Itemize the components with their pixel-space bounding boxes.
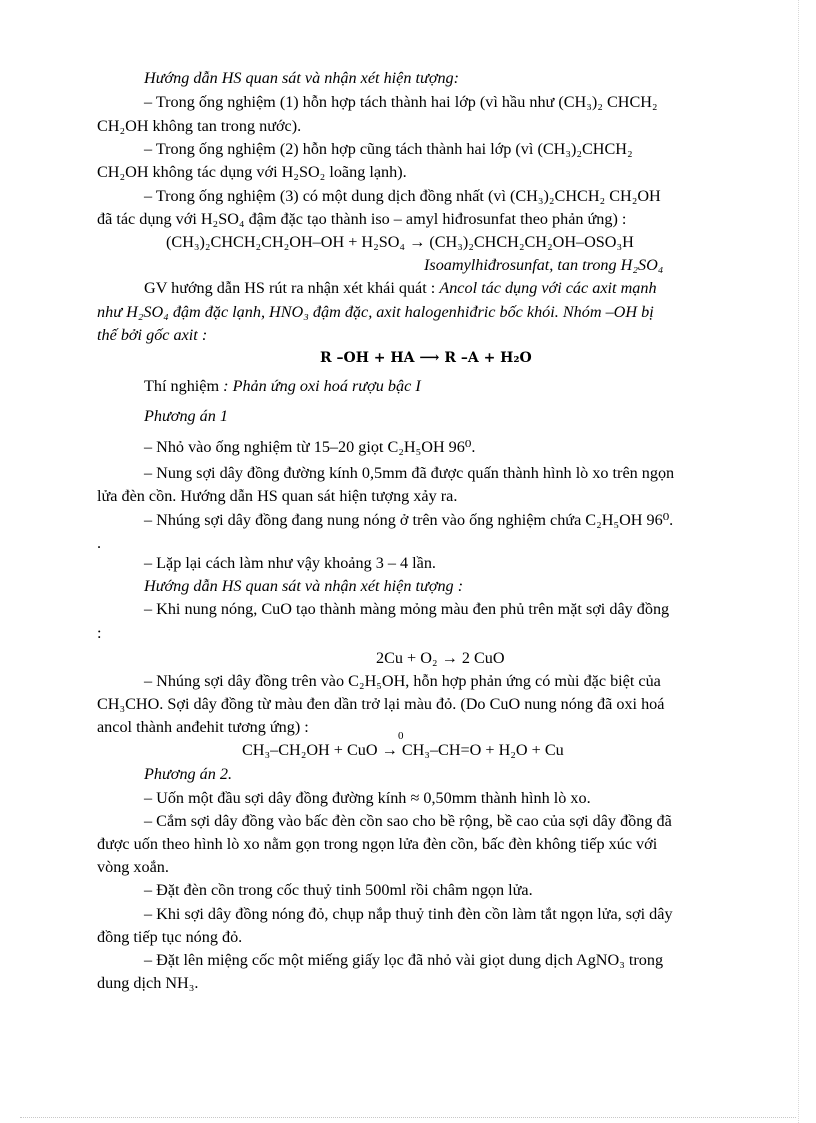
text-line: dung dịch NH₃. (97, 974, 199, 992)
text-line: : (97, 624, 102, 642)
text-line: CH₂OH không tác dụng với H₂SO₂ loãng lạnh). (97, 163, 407, 181)
text-line: ancol thành anđehit tương ứng) : (97, 718, 309, 736)
text-line: vòng xoắn. (97, 858, 169, 876)
observation-heading-1: Hướng dẫn HS quan sát và nhận xét hiện tượng: (144, 69, 460, 87)
text-line: – Đặt lên miệng cốc một miếng giấy lọc đã nhỏ vài giọt dung dịch AgNO₃ trong (144, 951, 664, 969)
text-line: – Nhúng sợi dây đồng trên vào C₂H₅OH, hỗn hợp phản ứng có mùi đặc biệt của (144, 672, 661, 690)
text-line: lửa đèn cồn. Hướng dẫn HS quan sát hiện tượng xảy ra. (97, 487, 458, 505)
text-span: GV hướng dẫn HS rút ra nhận xét khái quát : (144, 279, 440, 297)
oxidation-state-label: 0 (398, 730, 404, 742)
text-line: đã tác dụng với H₂SO₄ đậm đặc tạo thành iso – amyl hiđrosunfat theo phản ứng) : (97, 210, 627, 228)
text-line: được uốn theo hình lò xo nằm gọn trong ngọn lửa đèn cồn, bấc đèn không tiếp xúc với (97, 835, 658, 853)
text-line: – Khi nung nóng, CuO tạo thành màng mỏng màu đen phủ trên mặt sợi dây đồng (144, 600, 670, 618)
text-line: – Nung sợi dây đồng đường kính 0,5mm đã được quấn thành hình lò xo trên ngọn (144, 464, 675, 482)
text-line: – Đặt đèn cồn trong cốc thuỷ tinh 500ml rồi châm ngọn lửa. (144, 881, 533, 899)
text-line: – Nhúng sợi dây đồng đang nung nóng ở trên vào ống nghiệm chứa C₂H₅OH 96⁰. (144, 511, 674, 529)
experiment-title (144, 376, 421, 396)
text-line: như H₂SO₄ đậm đặc lạnh, HNO₃ đậm đặc, axit halogenhiđric bốc khói. Nhóm –OH bị (97, 303, 654, 321)
equation-esterification: (CH₃)₂CHCH₂CH₂OH–OH + H₂SO₄ → (CH₃)₂CHCH₂CH₂OH–OSO₃H (166, 233, 634, 251)
text-line (144, 278, 657, 298)
equation-ethanol-oxidation: CH₃–CH₂OH + CuO → CH₃–CH=O + H₂O + Cu (242, 741, 564, 759)
text-line: CH₂OH không tan trong nước). (97, 117, 302, 135)
text-line: – Cắm sợi dây đồng vào bấc đèn cồn sao cho bề rộng, bề cao của sợi dây đồng đã (144, 812, 672, 830)
text-line: – Nhỏ vào ống nghiệm từ 15–20 giọt C₂H₅OH 96⁰. (144, 438, 476, 456)
text-line: – Trong ống nghiệm (1) hỗn hợp tách thành hai lớp (vì hầu như (CH₃)₂ CHCH₂ (144, 93, 658, 111)
text-line: CH₃CHO. Sợi dây đồng từ màu đen dần trở lại màu đỏ. (Do CuO nung nóng đã oxi hoá (97, 695, 665, 713)
text-line: thế bởi gốc axit : (97, 326, 208, 344)
text-line: – Trong ống nghiệm (2) hỗn hợp cũng tách thành hai lớp (vì (CH₃)₂CHCH₂ (144, 140, 633, 158)
text-line: – Trong ống nghiệm (3) có một dung dịch đồng nhất (vì (CH₃)₂CHCH₂ CH₂OH (144, 187, 661, 205)
method-heading-1: Phương án 1 (144, 407, 229, 425)
text-span: Thí nghiệm (144, 377, 224, 395)
text-line: đồng tiếp tục nóng đỏ. (97, 928, 243, 946)
text-line: – Lặp lại cách làm như vậy khoảng 3 – 4 lần. (144, 554, 436, 572)
text-span-italic: Ancol tác dụng với các axit mạnh (439, 279, 657, 297)
method-heading-2: Phương án 2. (144, 765, 233, 783)
text-line: . (97, 534, 102, 552)
text-line: – Khi sợi dây đồng nóng đỏ, chụp nắp thuỷ tinh đèn cồn làm tắt ngọn lửa, sợi dây (144, 905, 673, 923)
page-edge (798, 0, 799, 1123)
equation-copper-oxidation: 2Cu + O₂ → 2 CuO (376, 649, 505, 667)
text-line: – Uốn một đầu sợi dây đồng đường kính ≈ 0,50mm thành hình lò xo. (144, 789, 591, 807)
observation-heading-2: Hướng dẫn HS quan sát và nhận xét hiện tượng : (144, 577, 464, 595)
equation-caption: Isoamylhiđrosunfat, tan trong H₂SO₄ (424, 256, 664, 274)
text-span: : Phản ứng oxi hoá rượu bậc I (223, 377, 421, 395)
page-bottom-border (20, 1117, 796, 1118)
equation-general: R –OH + HA ⟶ R –A + H₂O (320, 350, 532, 366)
